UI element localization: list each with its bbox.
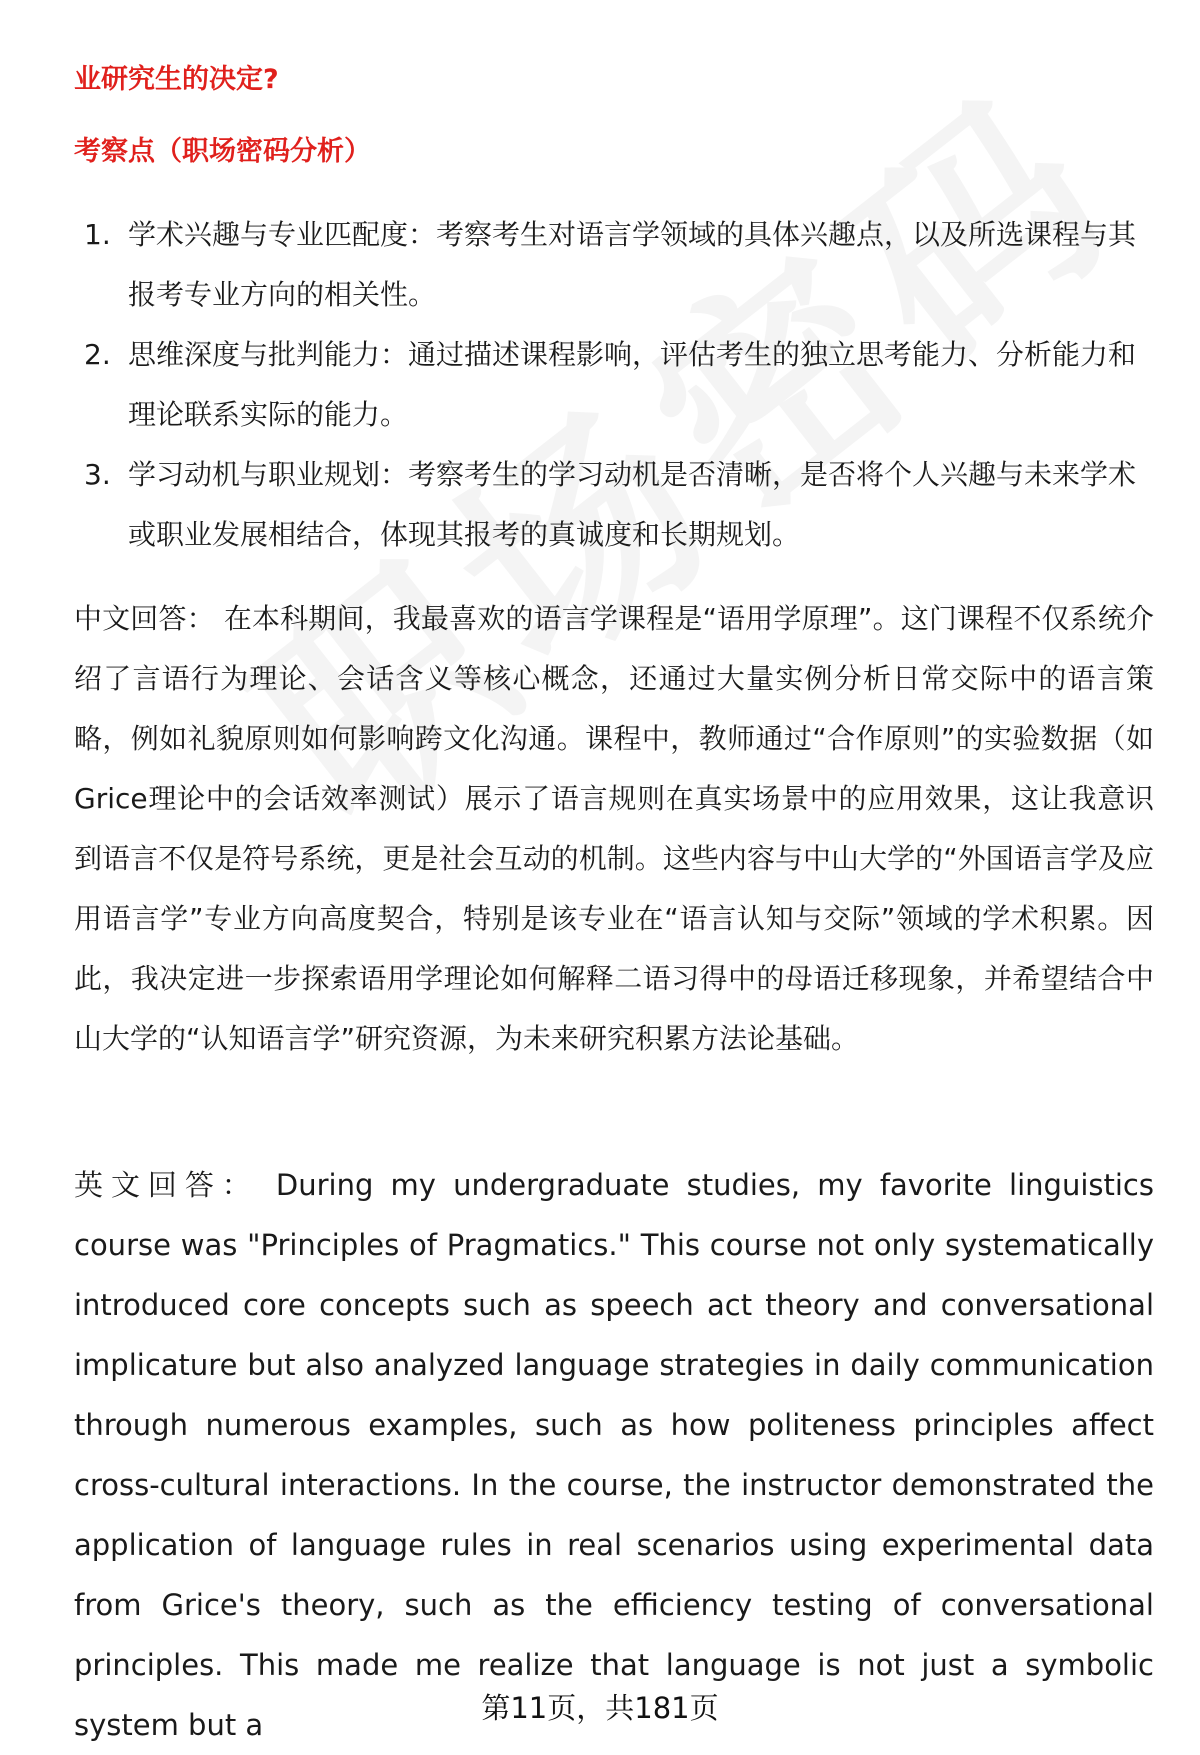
english-answer-paragraph <box>74 1155 1154 1755</box>
list-item-text: 思维深度与批判能力：通过描述课程影响，评估考生的独立思考能力、分析能力和理论联系实际的能力。 <box>128 338 1137 431</box>
chinese-answer-text: 在本科期间，我最喜欢的语言学课程是“语用学原理”。这门课程不仅系统介绍了言语行为理论、会话含义等核心概念，还通过大量实例分析日常交际中的语言策略，例如礼貌原则如何影响跨文化沟通。课程中，教师通过“合作原则”的实验数据（如Grice理论中的会话效率测试）展示了语言规则在真实场景中的应用效果，这让我意识到语言不仅是符号系统，更是社会互动的机制。这些内容与中山大学的“外国语言学及应用语言学”专业方向高度契合，特别是该专业在“语言认知与交际”领域的学术积累。因此，我决定进一步探索语用学理论如何解释二语习得中的母语迁移现象，并希望结合中山大学的“认知语言学”研究资源，为未来研究积累方法论基础。 <box>74 602 1154 1055</box>
list-item <box>74 445 1154 565</box>
continuation-heading: 业研究生的决定? <box>74 64 279 95</box>
english-answer-label: 英文回答： <box>74 1168 259 1202</box>
list-number: 3. <box>84 458 111 491</box>
chinese-answer-paragraph <box>74 589 1154 1069</box>
list-item-text: 学习动机与职业规划：考察考生的学习动机是否清晰，是否将个人兴趣与未来学术或职业发展相结合，体现其报考的真诚度和长期规划。 <box>128 458 1137 551</box>
english-answer-text: During my undergraduate studies, my favorite linguistics course was "Principles of Pragmatics." This course not only systematically introduced core concepts such as speech act theory and conversational implicature but also analyzed language strategies in daily communication through numerous examples, such as how politeness principles affect cross-cultural interactions. In the course, the instructor demonstrated the application of language rules in real scenarios using experimental data from Grice's theory, such as the efficiency testing of conversational principles. This made me realize that language is not just a symbolic system but a <box>74 1168 1154 1742</box>
list-item <box>74 325 1154 445</box>
list-number: 2. <box>84 338 111 371</box>
assessment-points-list <box>74 205 1154 565</box>
list-item-text: 学术兴趣与专业匹配度：考察考生对语言学领域的具体兴趣点，以及所选课程与其报考专业方向的相关性。 <box>128 218 1137 311</box>
chinese-answer-label: 中文回答： <box>74 602 215 635</box>
list-item <box>74 205 1154 325</box>
page-footer: 第11页，共181页 <box>481 1691 719 1725</box>
section-heading: 考察点（职场密码分析） <box>74 136 371 167</box>
list-number: 1. <box>84 218 111 251</box>
